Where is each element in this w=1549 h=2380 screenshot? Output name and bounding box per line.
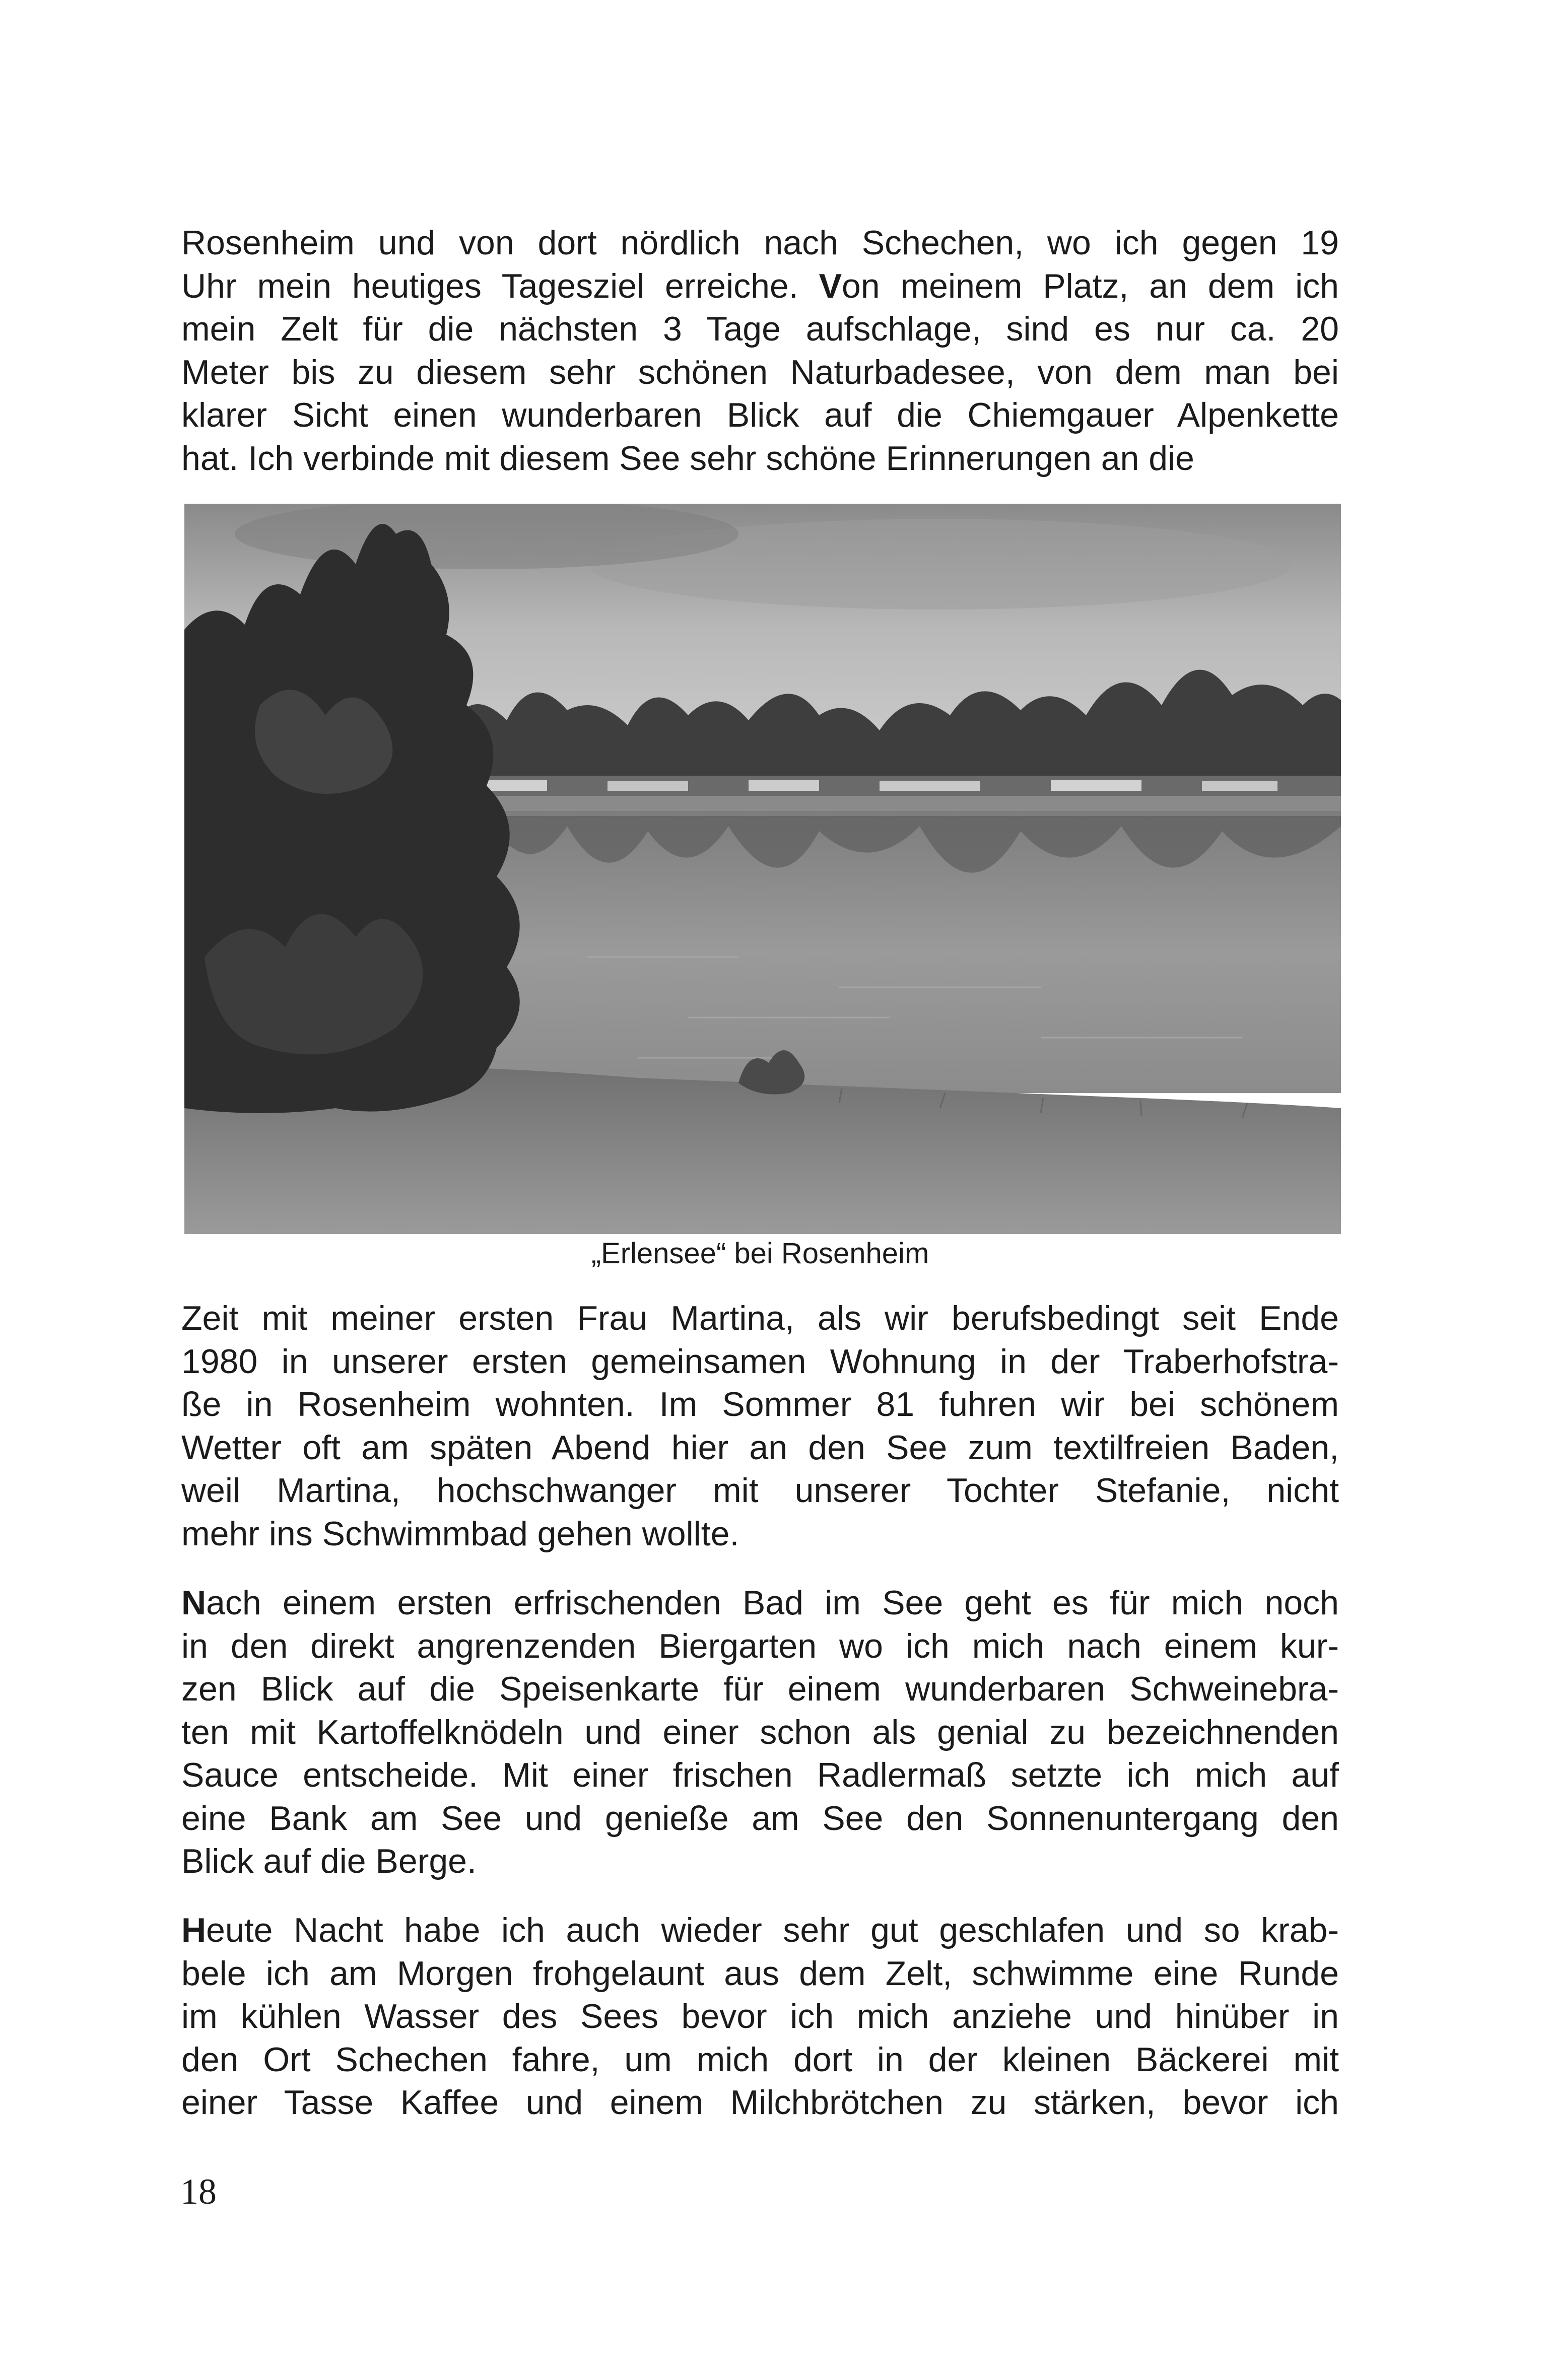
text-line: in den direkt angrenzenden Biergarten wo ich mich nach einem kur- xyxy=(181,1626,1339,1665)
paragraph-1 xyxy=(181,222,1339,480)
text-line: weil Martina, hochschwanger mit unserer Tochter Stefanie, nicht xyxy=(181,1471,1339,1510)
text-line: ße in Rosenheim wohnten. Im Sommer 81 fuhren wir bei schönem xyxy=(181,1385,1339,1423)
text-line: Sauce entscheide. Mit einer frischen Radlermaß setzte ich mich auf xyxy=(181,1756,1339,1794)
text-line: Wetter oft am späten Abend hier an den See zum textilfreien Baden, xyxy=(181,1428,1339,1467)
paragraph-4 xyxy=(181,1909,1339,2125)
text-line: Rosenheim und von dort nördlich nach Schechen, wo ich gegen 19 xyxy=(181,224,1339,262)
paragraph-2 xyxy=(181,1297,1339,1555)
text-line: Heute Nacht habe ich auch wieder sehr gut geschlafen und so krab- xyxy=(181,1911,1339,1949)
text-line: mehr ins Schwimmbad gehen wollte. xyxy=(181,1514,739,1553)
figure-caption: „Erlensee“ bei Rosenheim xyxy=(591,1237,929,1270)
text-line: Zeit mit meiner ersten Frau Martina, als wir berufsbedingt seit Ende xyxy=(181,1299,1339,1337)
text-line: hat. Ich verbinde mit diesem See sehr schöne Erinnerungen an die xyxy=(181,439,1194,478)
text-line: Nach einem ersten erfrischenden Bad im See geht es für mich noch xyxy=(181,1584,1339,1622)
text-line: Uhr mein heutiges Tagesziel erreiche. Von meinem Platz, an dem ich xyxy=(181,266,1339,305)
text-line: den Ort Schechen fahre, um mich dort in der kleinen Bäckerei mit xyxy=(181,2040,1339,2079)
paragraph-3 xyxy=(181,1582,1339,1883)
text-line: ten mit Kartoffelknödeln und einer schon als genial zu bezeichnenden xyxy=(181,1713,1339,1751)
text-line: bele ich am Morgen frohgelaunt aus dem Zelt, schwimme eine Runde xyxy=(181,1954,1339,1993)
text-line: Meter bis zu diesem sehr schönen Naturbadesee, von dem man bei xyxy=(181,353,1339,391)
text-line: klarer Sicht einen wunderbaren Blick auf die Chiemgauer Alpenkette xyxy=(181,396,1339,434)
text-line: mein Zelt für die nächsten 3 Tage aufschlage, sind es nur ca. 20 xyxy=(181,310,1339,348)
text-line: zen Blick auf die Speisenkarte für einem wunderbaren Schweinebra- xyxy=(181,1670,1339,1708)
lake-photo xyxy=(184,504,1341,1234)
text-line: einer Tasse Kaffee und einem Milchbrötchen zu stärken, bevor ich xyxy=(181,2083,1339,2122)
text-line: 1980 in unserer ersten gemeinsamen Wohnung in der Traberhofstra- xyxy=(181,1342,1339,1381)
text-line: eine Bank am See und genieße am See den Sonnenuntergang den xyxy=(181,1799,1339,1838)
text-line: Blick auf die Berge. xyxy=(181,1842,477,1880)
text-line: im kühlen Wasser des Sees bevor ich mich anziehe und hinüber in xyxy=(181,1997,1339,2035)
page-number: 18 xyxy=(180,2171,217,2212)
